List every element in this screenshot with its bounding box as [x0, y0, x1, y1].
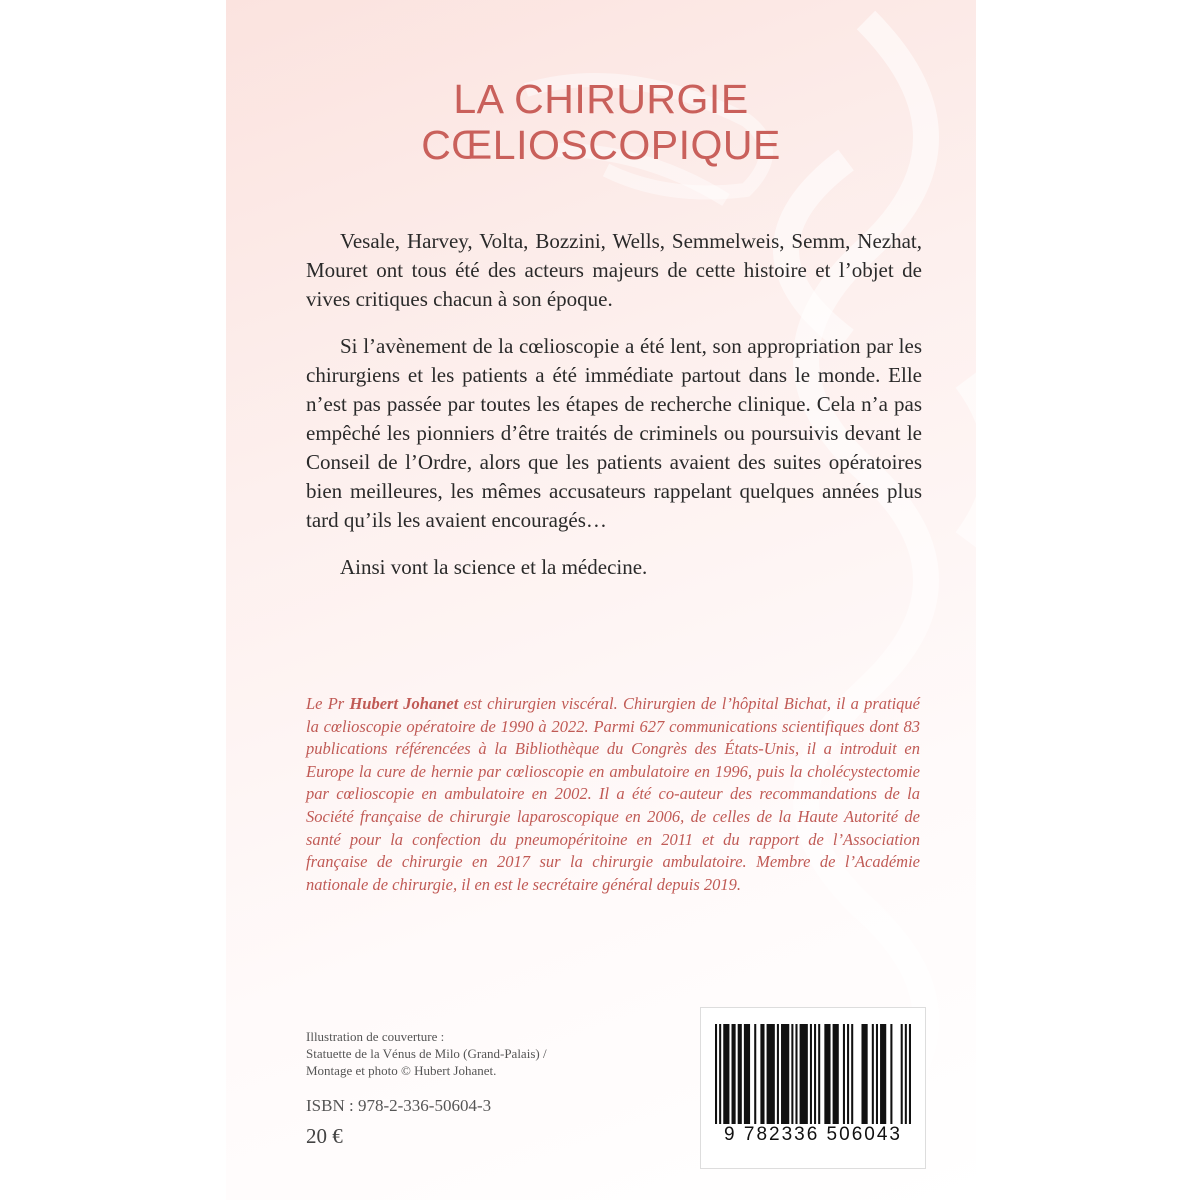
author-name: Hubert Johanet: [349, 694, 459, 713]
bio-text: est chirurgien viscéral. Chirurgien de l’hôpital Bichat, il a pratiqué la cœlioscopie opératoire de 1990 à 2022. Parmi 627 communications scientifiques dont 83 publications référencées à la Bibliothèque du Congrès des États-Unis, il a introduit en Europe la cure de hernie par cœlioscopie en ambulatoire en 1996, puis la cholécystectomie par cœlioscopie en ambulatoire en 2002. Il a été co-auteur des recommandations de la Société française de chirurgie laparoscopique en 2006, de celles de la Haute Autorité de santé pour la confection du pneumopéritoine en 2011 et du rapport de l’Association française de chirurgie en 2017 sur la chirurgie ambulatoire. Membre de l’Académie nationale de chirurgie, il en est le secrétaire général depuis 2019.: [306, 694, 921, 894]
blurb-paragraph-1: Vesale, Harvey, Volta, Bozzini, Wells, Semmelweis, Semm, Nezhat, Mouret ont tous été des acteurs majeurs de cette histoire et l’objet de vives critiques chacun à son époque.: [306, 229, 922, 311]
book-back-cover: [226, 0, 976, 1200]
barcode-bar: [861, 1024, 867, 1124]
barcode-bar: [833, 1024, 839, 1124]
barcode-bar: [760, 1024, 764, 1124]
barcode-bar: [732, 1024, 736, 1124]
barcode-bar: [905, 1024, 907, 1124]
barcode-bar: [890, 1024, 892, 1124]
barcode-bar: [781, 1024, 789, 1124]
barcode-bar: [824, 1024, 830, 1124]
blurb: [306, 227, 922, 600]
barcode-digits: 9 782336 506043: [724, 1124, 902, 1145]
blurb-paragraph-2: Si l’avènement de la cœlioscopie a été lent, son appropriation par les chirurgiens et les patients a été immédiate partout dans le monde. Elle n’est pas passée par toutes les étapes de recherche clinique. Cela n’a pas empêché les pionniers d’être traités de criminels ou poursuivis devant le Conseil de l’Ordre, alors que les patients avaient des suites opératoires bien meilleures, les mêmes accusateurs rappelant quelques années plus tard qu’ils les avaient encouragés…: [306, 334, 922, 532]
barcode-bar: [777, 1024, 779, 1124]
credits-line-1: Illustration de couverture :: [306, 1029, 445, 1044]
barcode-bar: [744, 1024, 750, 1124]
barcode-bar: [909, 1024, 911, 1124]
barcode-bar: [723, 1024, 729, 1124]
barcode: [700, 1007, 926, 1169]
barcode-bar: [901, 1024, 903, 1124]
credits-line-2: Statuette de la Vénus de Milo (Grand-Palais) /: [306, 1046, 547, 1061]
barcode-bar: [767, 1024, 775, 1124]
cover-credits: [306, 1028, 547, 1079]
barcode-bar: [715, 1024, 717, 1124]
barcode-bar: [851, 1024, 853, 1124]
book-title-line-1: LA CHIRURGIE: [453, 76, 749, 122]
barcode-bar: [800, 1024, 808, 1124]
barcode-bar: [872, 1024, 874, 1124]
author-bio: [306, 693, 920, 896]
blurb-paragraph-3: Ainsi vont la science et la médecine.: [340, 555, 648, 579]
barcode-bar: [754, 1024, 756, 1124]
barcode-bar: [876, 1024, 878, 1124]
barcode-bar: [795, 1024, 797, 1124]
barcode-bar: [818, 1024, 820, 1124]
barcode-bar: [719, 1024, 721, 1124]
price: 20 €: [306, 1124, 343, 1148]
bio-prefix: Le Pr: [306, 694, 350, 713]
barcode-bar: [847, 1024, 849, 1124]
isbn-number: ISBN : 978-2-336-50604-3: [306, 1096, 492, 1115]
barcode-bar: [880, 1024, 886, 1124]
barcode-bar: [843, 1024, 845, 1124]
book-title-line-2: CŒLIOSCOPIQUE: [421, 122, 781, 168]
barcode-bar: [791, 1024, 793, 1124]
barcode-icon: [715, 1024, 911, 1124]
credits-line-3: Montage et photo © Hubert Johanet.: [306, 1063, 497, 1078]
barcode-bar: [738, 1024, 742, 1124]
barcode-bar: [810, 1024, 812, 1124]
barcode-bar: [814, 1024, 816, 1124]
